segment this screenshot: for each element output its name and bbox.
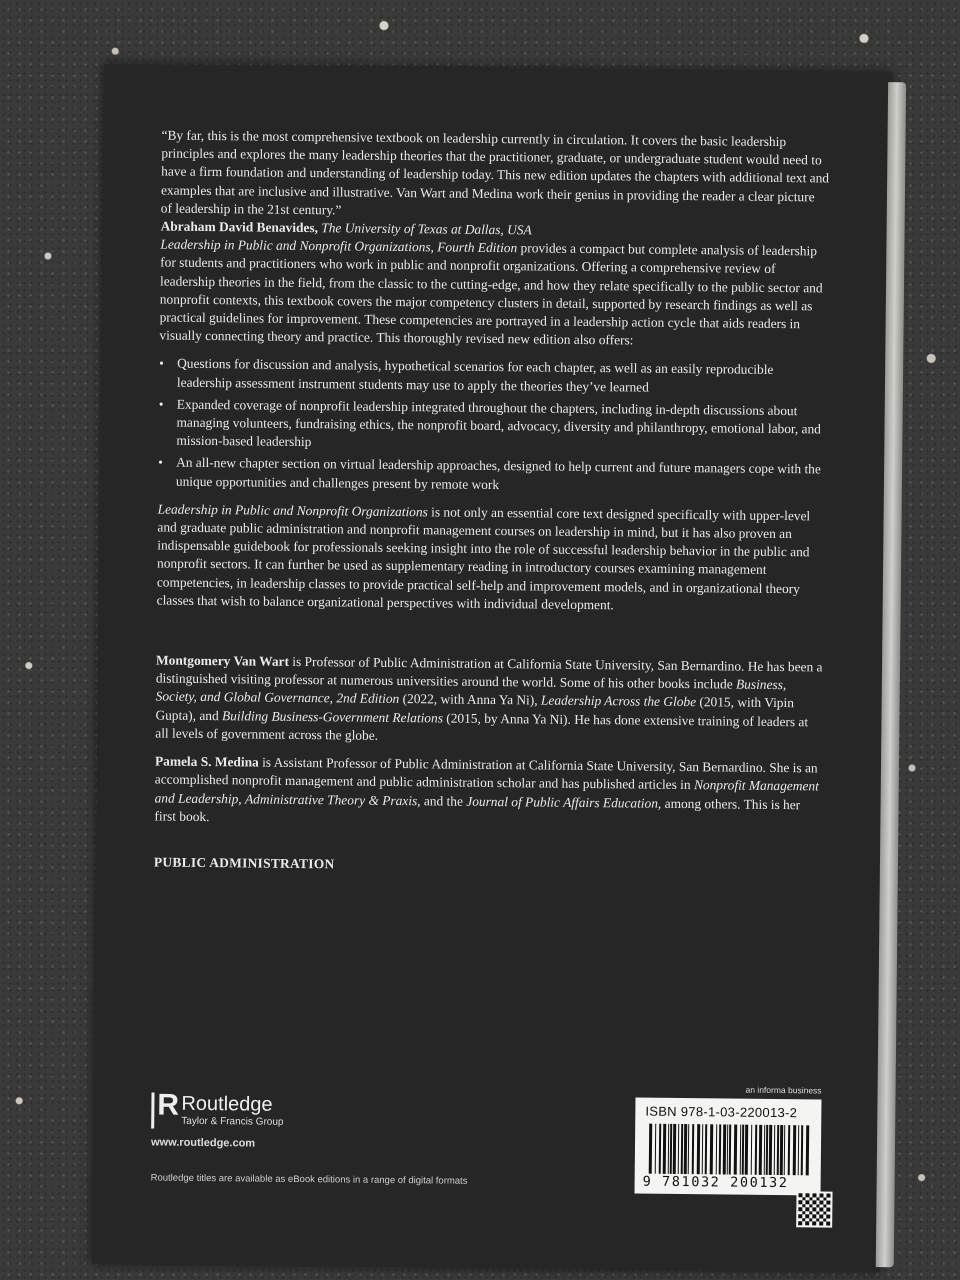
book-back-cover [92, 64, 893, 1272]
routledge-logo-icon [151, 1088, 180, 1128]
bio-text: , among others. This is her first book. [154, 795, 801, 824]
logo-letter: R [157, 1088, 180, 1122]
bio-text: is Professor of Public Administration at California State University, San Bernardino. He has been a distinguished visiting professor at numerous universities around the world. Some of his other books include [155, 653, 823, 692]
subject-category: PUBLIC ADMINISTRATION [153, 854, 335, 872]
isbn-text: ISBN 978-1-03-220013-2 [645, 1103, 798, 1121]
author-name-2: Pamela S. Medina [154, 753, 259, 770]
book-description [159, 236, 828, 352]
publisher-logo [151, 1088, 284, 1129]
description-text: provides a compact but complete analysis of leadership for students and practitioners who work in public and nonprofit organizations. Offering a comprehensive review of leadership theories in the field, from the classic to the cutting-edge, and how they relate specifically to the public sector and nonprofit contexts, this textbook covers the major competency clusters in detail, supported by research findings as well as practical guidelines for improvement. These competencies are portrayed in a leadership action cycle that aids readers in visually connecting theory and practice. This thoroughly revised new edition also offers: [159, 240, 823, 348]
bio-text: , and the [417, 792, 467, 809]
author-bio-1 [155, 652, 824, 750]
publisher-name: Routledge [181, 1092, 273, 1116]
endorser-name: Abraham David Benavides, [160, 218, 319, 236]
ebook-note: Routledge titles are available as eBook editions in a range of digital formats [150, 1172, 468, 1187]
author-name-1: Montgomery Van Wart [155, 652, 290, 669]
book-ref: Business, Society, and Global Governance, 2nd Edition [155, 676, 787, 707]
barcode-icon [649, 1124, 810, 1176]
publisher-website: www.routledge.com [150, 1136, 256, 1150]
journal-ref: Nonprofit Management and Leadership [154, 777, 819, 806]
bio-text: , [238, 790, 246, 806]
bio-text: (2015, by Anna Ya Ni). He has done extensive training of leaders at all levels of government across the globe. [155, 710, 809, 743]
author-bio-2 [154, 753, 823, 833]
feature-item: • Expanded coverage of nonprofit leadership integrated throughout the chapters, including in-depth discussions about managing volunteers, fundraising ethics, the nonprofit board, advocacy, diversity and philanthropy, emotional labor, and mission-based leadership [176, 396, 827, 457]
journal-ref: Administrative Theory & Praxis [244, 790, 418, 808]
ean-number: 9 781032 200132 [642, 1173, 789, 1192]
endorsement-quote: “By far, this is the most comprehensive textbook on leadership currently in circulation. It covers the basic leadership principles and explores the many leadership theories that the practitioner, graduate, or undergraduate student would need to have a firm foundation and understanding of leadership today. This new edition updates the chapters with additional text and examples that are inclusive and illustrative. Van Wart and Medina work their genius in providing the reader a clear picture of leadership in the 21st century.” [160, 127, 830, 218]
page-edge [876, 82, 906, 1267]
book-ref: Leadership Across the Globe [540, 692, 697, 710]
journal-ref: Journal of Public Affairs Education [466, 793, 659, 811]
book-title-short: Leadership in Public and Nonprofit Organizations [157, 501, 428, 520]
book-title: Leadership in Public and Nonprofit Organizations, Fourth Edition [160, 236, 518, 256]
bio-text: (2015, with Vipin Gupta), and [155, 694, 795, 723]
cover-text [154, 127, 830, 879]
feature-item: • An all-new chapter section on virtual leadership approaches, designed to help current and future managers cope with the unique opportunities and challenges present by remote work [176, 454, 826, 497]
isbn-barcode [635, 1098, 822, 1196]
book-description-2 [157, 500, 826, 616]
informa-tagline: an informa business [745, 1084, 822, 1096]
bio-text: (2022, with Anna Ya Ni), [399, 691, 542, 708]
publisher-group: Taylor & Francis Group [181, 1115, 284, 1128]
book-ref: Building Business-Government Relations [221, 707, 444, 726]
bio-text: is Assistant Professor of Public Administration at California State University, San Bernardino. She is an accomplished nonprofit management and public administration scholar and has published articles in [154, 754, 818, 793]
qr-code-icon [796, 1191, 832, 1227]
feature-list [158, 355, 827, 497]
feature-item: • Questions for discussion and analysis, hypothetical scenarios for each chapter, as well as an easily reproducible leadership assessment instrument students may use to apply the theories they’ve learned [177, 355, 827, 398]
description-text-2: is not only an essential core text designed specifically with upper-level and graduate public administration and nonprofit management courses on leadership in mind, but it has also proven an indispensable guidebook for professionals seeking insight into the role of successful leadership behavior in the public and nonprofit sectors. It can further be used as supplementary reading in introductory courses examining management competencies, in leadership classes to provide practical self-help and improvement models, and in organizational theory classes that wish to balance organizational perspectives with individual development. [156, 504, 811, 613]
cover-footer [150, 1064, 822, 1231]
endorser-affiliation: The University of Texas at Dallas, USA [321, 220, 532, 238]
